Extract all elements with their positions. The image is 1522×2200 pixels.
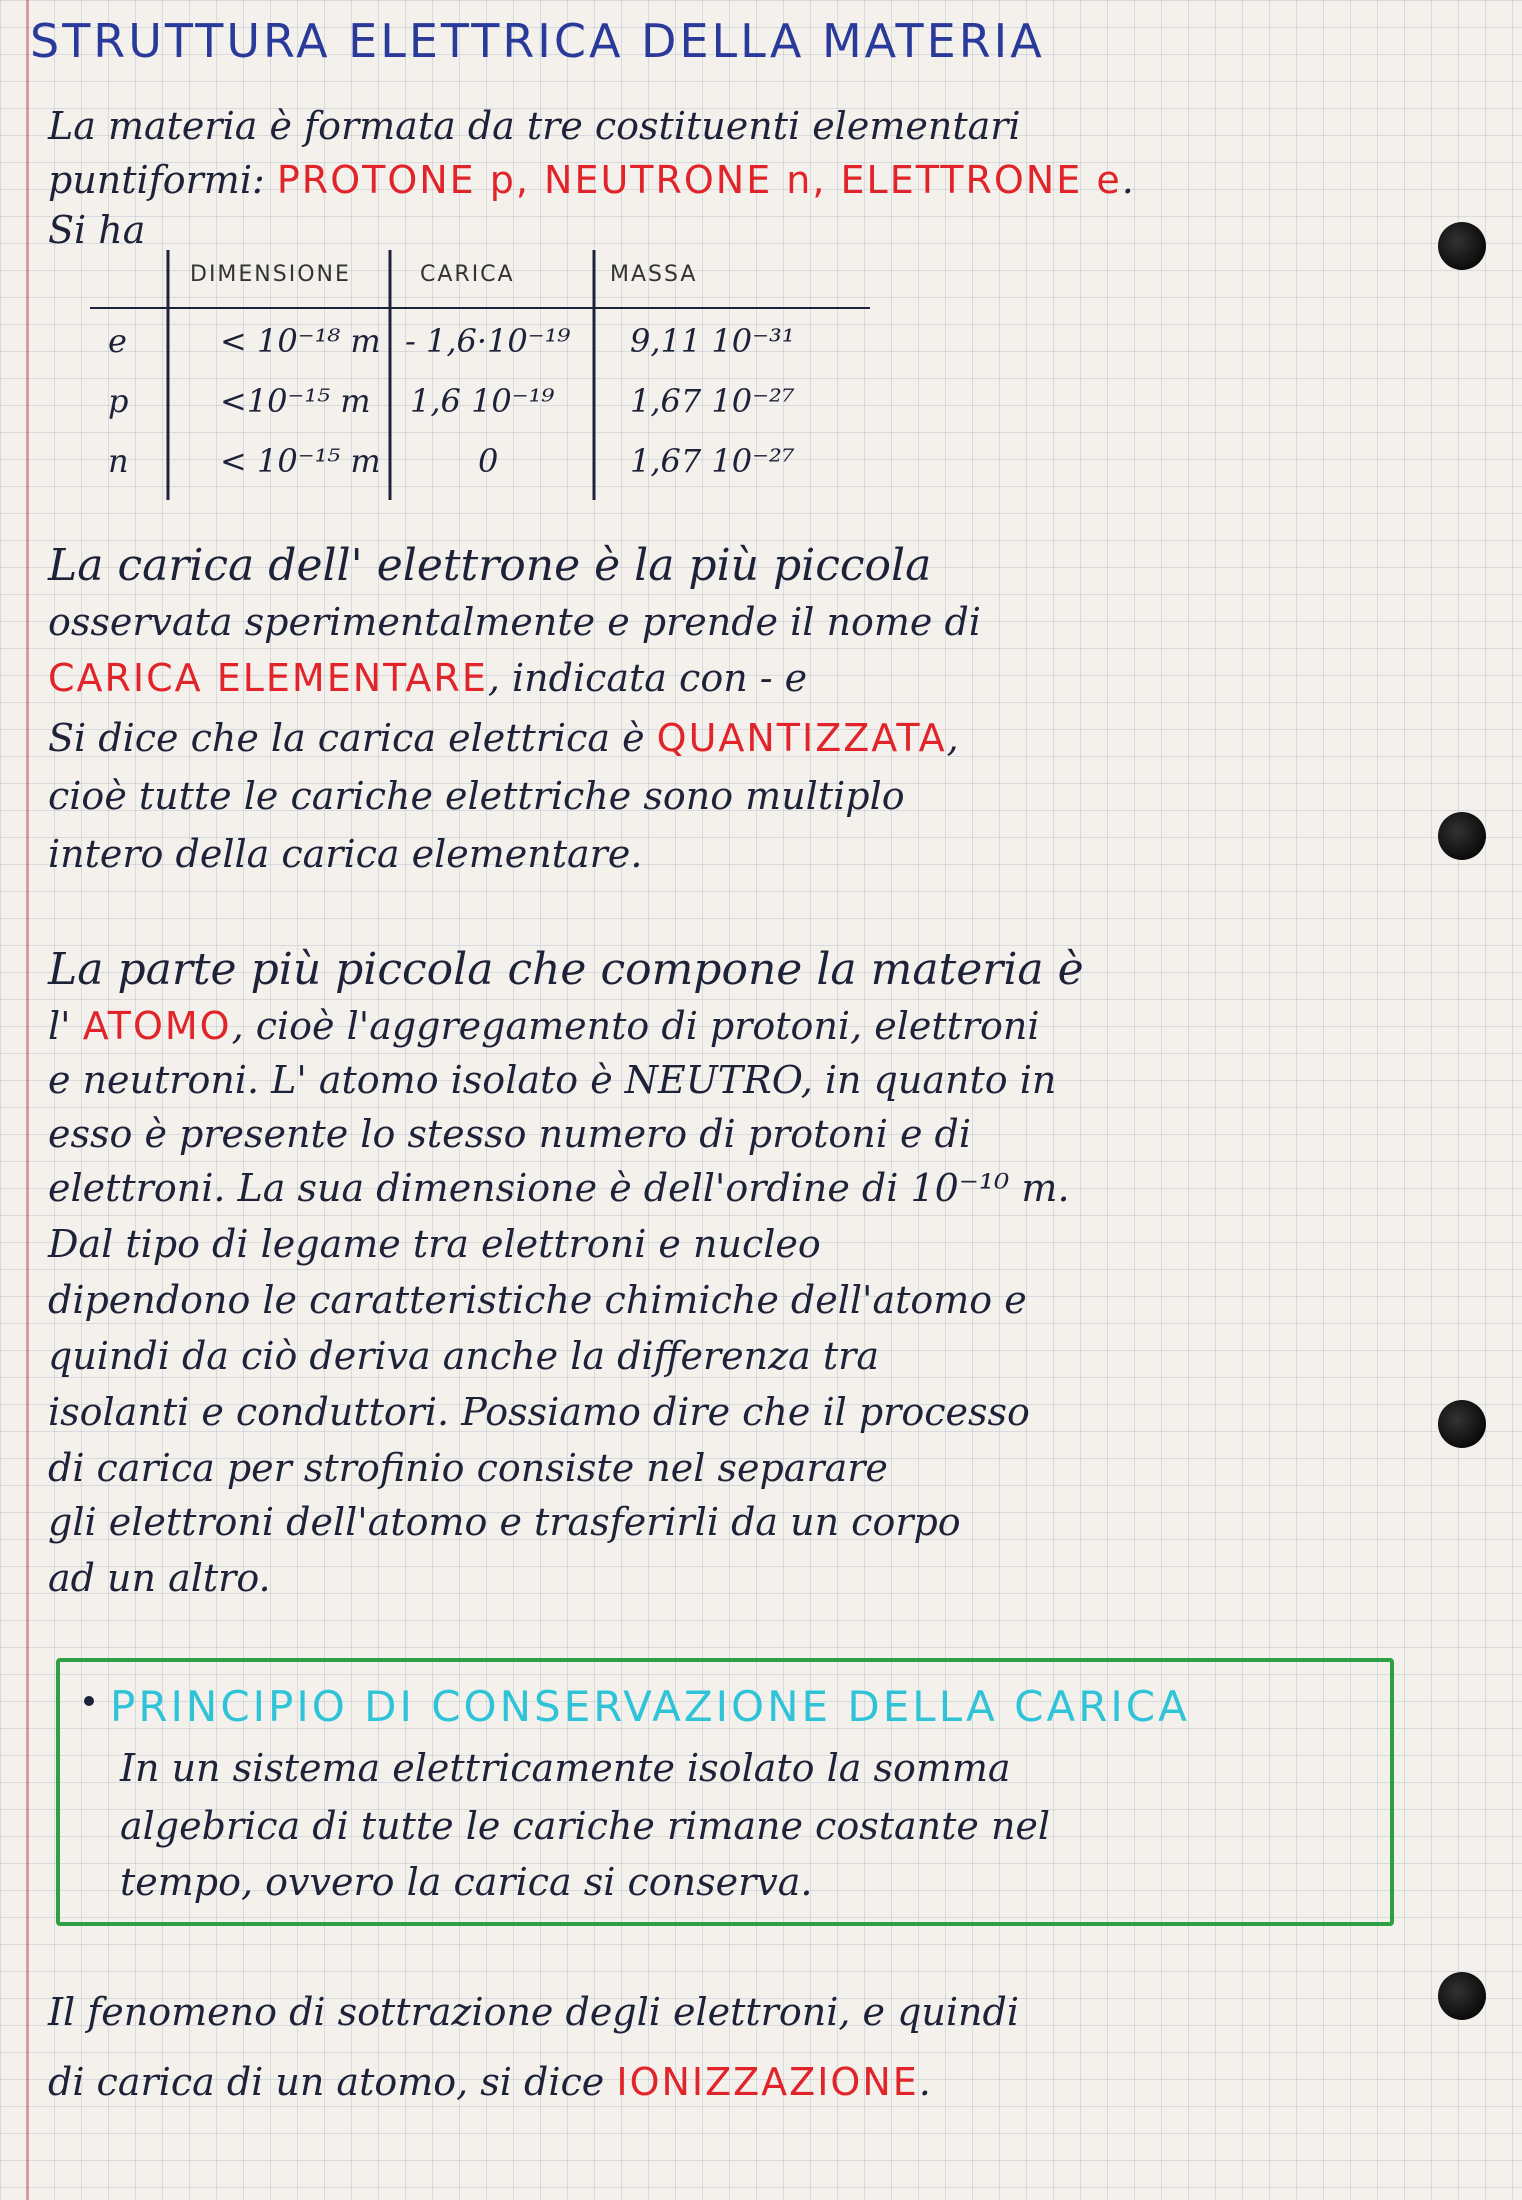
para2-line-2 — [48, 1004, 1040, 1048]
para2-line-2-start: l' — [48, 1004, 83, 1048]
neutron-charge: 0 — [478, 442, 499, 480]
intro-line-2-end: . — [1121, 158, 1134, 202]
para1-line-6: intero della carica elementare. — [48, 832, 643, 876]
header-dimension: DIMENSIONE — [190, 262, 351, 287]
para2-line-1: La parte più piccola che compone la materia è — [48, 944, 1084, 995]
electron-mass: 9,11 10⁻³¹ — [630, 322, 795, 360]
para2-line-12: ad un altro. — [48, 1556, 271, 1600]
para2-line-5: elettroni. La sua dimensione è dell'ordine di 10⁻¹⁰ m. — [48, 1166, 1070, 1210]
para1-line-3 — [48, 656, 807, 700]
para2-line-6: Dal tipo di legame tra elettroni e nucleo — [48, 1222, 821, 1266]
para3-line-2-end: . — [918, 2060, 931, 2104]
neutron-dimension: < 10⁻¹⁵ m — [220, 442, 381, 480]
box-line-1: In un sistema elettricamente isolato la somma — [120, 1746, 1011, 1790]
para3-line-1: Il fenomeno di sottrazione degli elettroni, e quindi — [48, 1990, 1019, 2034]
para1-line-4-end: , — [946, 716, 959, 760]
intro-line-3: Si ha — [48, 208, 146, 252]
quantized-highlight: QUANTIZZATA — [656, 716, 947, 760]
header-mass: MASSA — [610, 262, 698, 287]
atom-highlight: ATOMO — [82, 1004, 232, 1048]
row-label-proton: p — [108, 382, 129, 420]
particle-table — [90, 250, 880, 500]
page-title: STRUTTURA ELETTRICA DELLA MATERIA — [30, 14, 1045, 68]
intro-line-2 — [48, 158, 1134, 202]
para2-line-3: e neutroni. L' atomo isolato è NEUTRO, in quanto in — [48, 1058, 1057, 1102]
binder-hole-1 — [1438, 222, 1486, 270]
particles-highlight: PROTONE p, NEUTRONE n, ELETTRONE e — [276, 158, 1122, 202]
para2-line-2-text: , cioè l'aggregamento di protoni, elettroni — [231, 1004, 1040, 1048]
conservation-principle-title: PRINCIPIO DI CONSERVAZIONE DELLA CARICA — [110, 1682, 1190, 1731]
proton-mass: 1,67 10⁻²⁷ — [630, 382, 795, 420]
para2-line-8: quindi da ciò deriva anche la differenza tra — [48, 1334, 879, 1378]
para1-line-3-text: , indicata con - e — [487, 656, 808, 700]
para1-line-4-text: Si dice che la carica elettrica è — [48, 716, 657, 760]
proton-dimension: <10⁻¹⁵ m — [220, 382, 371, 420]
binder-hole-2 — [1438, 812, 1486, 860]
intro-line-1: La materia è formata da tre costituenti elementari — [48, 104, 1021, 148]
para2-line-9: isolanti e conduttori. Possiamo dire che il processo — [48, 1390, 1030, 1434]
electron-charge: - 1,6·10⁻¹⁹ — [405, 322, 571, 360]
para2-line-11: gli elettroni dell'atomo e trasferirli da un corpo — [48, 1500, 961, 1544]
box-line-3: tempo, ovvero la carica si conserva. — [120, 1860, 813, 1904]
notebook-margin-line — [26, 0, 29, 2200]
bullet-point — [84, 1696, 94, 1706]
header-charge: CARICA — [420, 262, 515, 287]
para3-line-2-text: di carica di un atomo, si dice — [48, 2060, 617, 2104]
intro-line-2-text: puntiformi: — [48, 158, 277, 202]
row-label-neutron: n — [108, 442, 129, 480]
binder-hole-3 — [1438, 1400, 1486, 1448]
ionization-highlight: IONIZZAZIONE — [616, 2060, 919, 2104]
para1-line-1: La carica dell' elettrone è la più piccola — [48, 540, 932, 591]
proton-charge: 1,6 10⁻¹⁹ — [410, 382, 555, 420]
para1-line-2: osservata sperimentalmente e prende il nome di — [48, 600, 981, 644]
para2-line-7: dipendono le caratteristiche chimiche dell'atomo e — [48, 1278, 1027, 1322]
electron-dimension: < 10⁻¹⁸ m — [220, 322, 381, 360]
para1-line-4 — [48, 716, 959, 760]
para2-line-10: di carica per strofinio consiste nel separare — [48, 1446, 888, 1490]
neutron-mass: 1,67 10⁻²⁷ — [630, 442, 795, 480]
elementary-charge-highlight: CARICA ELEMENTARE — [48, 656, 488, 700]
binder-hole-4 — [1438, 1972, 1486, 2020]
para2-line-4: esso è presente lo stesso numero di protoni e di — [48, 1112, 972, 1156]
box-line-2: algebrica di tutte le cariche rimane costante nel — [120, 1804, 1051, 1848]
para1-line-5: cioè tutte le cariche elettriche sono multiplo — [48, 774, 905, 818]
para3-line-2 — [48, 2060, 931, 2104]
row-label-electron: e — [108, 322, 127, 360]
